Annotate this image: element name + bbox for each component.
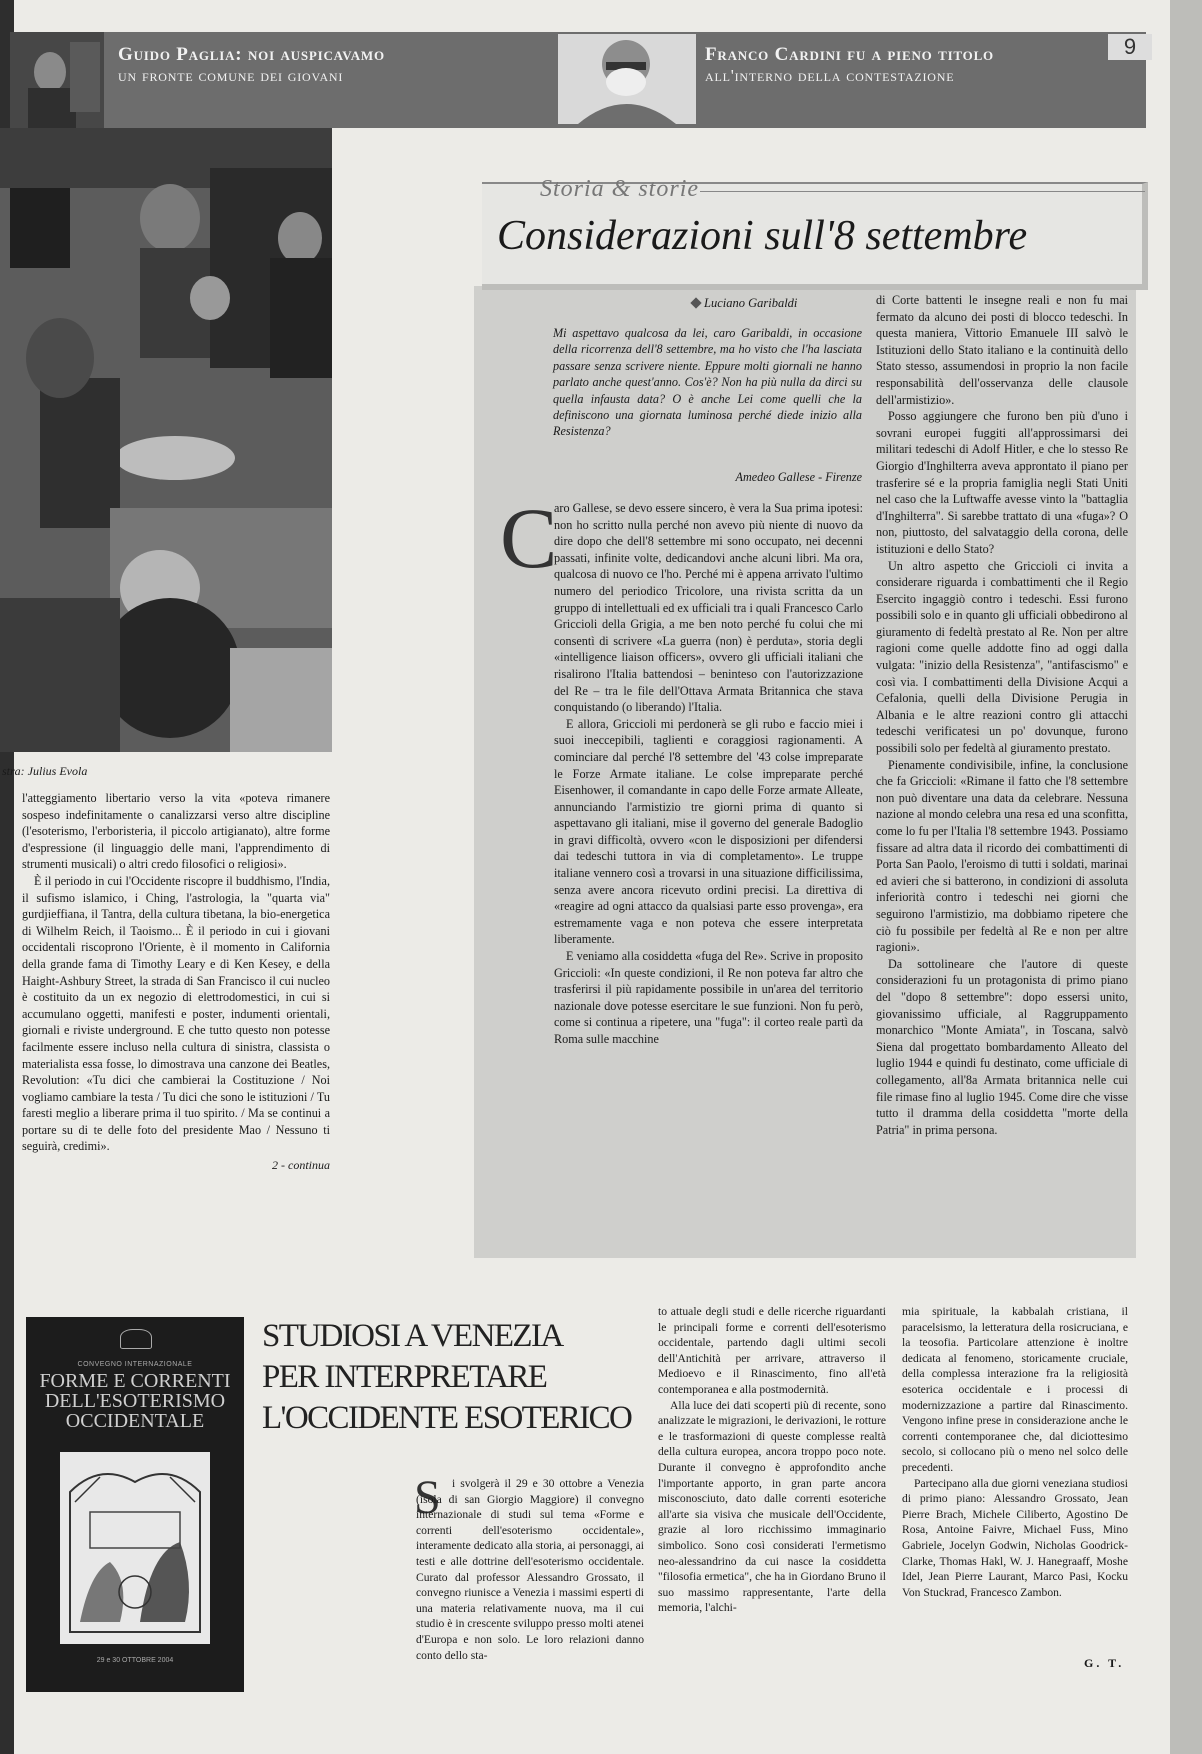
article-paragraph: E veniamo alla cosiddetta «fuga del Re». Scrive in proposito Griccioli: «In queste condizioni, il Re non poteva far altro che trasferirsi il più rapidamente possibile in un'area del territorio nazionale dove potesse esercitare le sue funzioni. Non fu però, come si continua a ripetere, una "fuga": il corteo reale partì da Roma sulle macchine	[554, 949, 863, 1046]
bottom-paragraph: Alla luce dei dati scoperti più di recente, sono analizzate le migrazioni, le derivazioni, le rotture e le trasformazioni di queste complesse realtà della cultura europea, ancora troppo poco note. Durante il convegno è approfondito anche l'importante apporto, in gran parte ancora misconosciuto, dato dalle correnti esoteriche all'arte sia visiva che musicale dell'Occidente, grazie al loro ricchissimo immaginario simbolico. Sono così considerati l'ermetismo neo-alessandrino da cui nasce la cosiddetta "filosofia ermetica", che ha in Giordano Bruno il suo massimo rappresentante, l'arte della memoria, l'alchi-	[658, 1398, 886, 1615]
article-title: Considerazioni sull'8 settembre	[497, 213, 1028, 259]
byline-author: Luciano Garibaldi	[704, 296, 798, 310]
page-header-banner	[10, 32, 1146, 128]
article-paragraph: Pienamente condivisibile, infine, la conclusione che fa Griccioli: «Rimane il fatto che l'8 settembre non può diventare una data da celebrare. Nessuna nazione al mondo celebra una resa ed una sconfitta, come lo fu per l'Italia l'8 settembre 1943. Possiamo fissare ad altra data il ricordo dei combattimenti di Porta San Paolo, l'eroismo di tutti i soldati, marinai ed avieri che si batterono, in condizioni di assoluta inferiorità contro i tedeschi nei giorni che seguirono l'armistizio, ma dobbiamo ripetere che ciò fu possibile per fedeltà al Re e non per altre ragioni».	[876, 757, 1128, 955]
concert-photo	[0, 128, 332, 752]
bottom-title-line: PER INTERPRETARE	[262, 1359, 547, 1395]
rubric-rule	[700, 191, 1145, 192]
poster-title	[26, 1371, 244, 1431]
poster-title-line: DELL'ESOTERISMO	[44, 1390, 226, 1412]
header-portrait-photo	[558, 34, 696, 124]
article-column-1	[554, 500, 863, 1048]
continua-note: 2 - continua	[272, 1158, 330, 1173]
article-paragraph: Posso aggiungere che furono ben più d'uno i sovrani europei fuggiti all'approssimarsi dei militari tedeschi di Adolf Hitler, e che lo stesso Re Giorgio d'Inghilterra aveva approntato il piano per trasferire sé e la propria famiglia negli Stati Uniti nel caso che la Luftwaffe avesse vinto la "battaglia d'Inghilterra". Si sarebbe trattato di una «fuga»? O non, piuttosto, del salvataggio della corona, delle istituzioni e dello Stato?	[876, 409, 1128, 556]
poster-title-line: OCCIDENTALE	[65, 1410, 205, 1432]
bottom-column-3	[902, 1304, 1128, 1600]
article-paragraph: Da sottolineare che l'autore di queste considerazioni fu un protagonista di primo piano del "dopo 8 settembre": dopo essersi unito, giovanissimo ufficiale, al Raggruppamento monarchico "Monte Amiata", in Toscana, salvò Siena dal progettato bombardamento Alleato del luglio 1944 e quindi fu destinato, come ufficiale di collegamento, all'8a Armata britannica nelle cui file rimase fino al luglio 1945. Come dire che visse tutto il dramma della cosiddetta "morte della Patria" in prima persona.	[876, 956, 1128, 1137]
article-paragraph: aro Gallese, se devo essere sincero, è vera la Sua prima ipotesi: non ho scritto nulla perché non avevo più niente di nuovo da dire dopo che dell'8 settembre mi sono occupato, nei decenni passati, infinite volte, dedicandovi anche alcuni libri. Ma ora, qualcosa di nuovo ce l'ho. Perché mi è appena arrivato l'ultimo numero del periodico Tricolore, una rivista scritta da un gruppo di intellettuali ed ex ufficiali tra i quali Francesco Carlo Griccioli della Grigia, a me ben noto perché fu colui che mi consentì di scrivere «La guerra (non) è perduta», storia degli «intelligence liaison officers», ovvero gli ufficiali italiani che risalirono l'Italia battendosi – beninteso con l'autorizzazione del Re – tra le file dell'Ottava Armata Britannica che stava conquistando (o liberando) l'Italia.	[554, 501, 863, 715]
header-left-line-2: un fronte comune dei giovani	[118, 66, 344, 85]
article-drop-cap: C	[500, 490, 558, 586]
article-paragraph: Un altro aspetto che Griccioli ci invita a considerare riguarda i combattimenti che il Regio Esercito ingaggiò contro i tedeschi. Essi furono possibili solo e in quanto gli ufficiali obbedirono al giuramento di fedeltà prestato al Re. Non per altre ragioni come quelle addotte fino ad oggi dalla vulgata: "inizio della Resistenza", "antifascismo" e così via. I combattimenti della Divisione Acqui a Cefalonia, quelli della Divisione Perugia in Albania e le altre reazioni contro gli attacchi tedeschi verificatesi un po' dovunque, furono possibili solo per fedeltà al giuramento prestato.	[876, 558, 1128, 756]
page-edge	[1170, 0, 1202, 1754]
bottom-drop-cap: S	[414, 1471, 441, 1524]
poster-logo-icon	[120, 1329, 152, 1349]
reader-letter: Mi aspettavo qualcosa da lei, caro Garibaldi, in occasione della ricorrenza dell'8 settembre, ma ho visto che l'ha lasciata passare senza scrivere niente. Eppure molti giornali ne hanno parlato anche quest'anno. Cos'è? Non ha più nulla da dirci su quella infausta data? O è anche Lei come quelli che la definiscono una giornata luminosa perché diede inizio alla Resistenza?	[553, 326, 862, 439]
bottom-title-line: L'OCCIDENTE ESOTERICO	[262, 1400, 632, 1436]
article-paragraph: E allora, Griccioli mi perdonerà se gli rubo e faccio miei i suoi ineccepibili, taglienti e coraggiosi ragionamenti. A cominciare dal perché l'8 settembre del '43 colse impreparate le Forze Armate italiane. Le colse impreparate perché Eisenhower, il comandante in capo delle Forze armate Alleate, annunciando l'armistizio tre giorni prima di quanto si aspettavano gli italiani, mise il governo del generale Badoglio in gravi difficoltà, ovvero «con le disposizioni per difendersi dai tedeschi tuttora in via di completamento». Le truppe italiane vennero così a trovarsi in una situazione difficilissima, senza avere ancora ricevuto ordini precisi. La direttiva di «reagire ad ogni attacco da qualsiasi parte esso provenga», era estremamente vaga e non poteva che essere interpretata liberamente.	[554, 716, 863, 947]
article-rubric: Storia & storie	[540, 176, 700, 202]
poster-title-line: FORME E CORRENTI	[39, 1370, 231, 1392]
byline-bullet-icon	[690, 297, 701, 308]
bottom-article-signature: G. T.	[1084, 1656, 1125, 1670]
bottom-paragraph: mia spirituale, la kabbalah cristiana, il paracelsismo, la letteratura della rosicruciana, e la teosofia. Particolare attenzione è inoltre dedicata al fenomeno, storicamente cruciale, della complessa interazione fra la religiosità esoterica occidentale e i processi di modernizzazione a partire dal Rinascimento. Vengono infine prese in considerazione anche le correnti contemporanee che, dal diciottesimo secolo, si collocano più o meno nel solco delle precedenti.	[902, 1305, 1128, 1474]
reader-letter-signature: Amedeo Gallese - Firenze	[735, 470, 862, 484]
poster-date: 29 e 30 OTTOBRE 2004	[96, 1657, 174, 1664]
article-paragraph: di Corte battenti le insegne reali e non fu mai fermato da alcuno dei posti di blocco tedeschi. In questa maniera, Vittorio Emanuele III salvò le Istituzioni dello Stato italiano e la continuità dello Stato stesso, assumendosi in proprio la non facile responsabilità dell'osservanza delle clausole dell'armistizio».	[876, 293, 1128, 407]
conference-poster	[26, 1317, 244, 1692]
article-byline	[692, 296, 797, 311]
bottom-paragraph: to attuale degli studi e delle ricerche riguardanti le principali forme e correnti dell'esoterismo occidentale, partendo dagli ultimi secoli dell'Antichità per arrivare, attraverso il Medioevo e il Rinascimento, fino all'età contemporanea e alla postmodernità.	[658, 1305, 886, 1396]
left-paragraph: È il periodo in cui l'Occidente riscopre il buddhismo, l'India, il sufismo islamico, i Ching, l'astrologia, la "quarta via" gurdjieffiana, il Tantra, della cultura tibetana, la bio-energetica di Wilhelm Reich, il Taoismo... È il periodo in cui i giovani occidentali riscoprono l'Oriente, è il momento in California della grande fama di Timothy Leary e di Ken Kesey, e della Haight-Ashbury Street, la strada di San Francisco il cui nucleo è costituito da un ex negozio di elettrodomestici, in cui si accumulano oggetti, manifesti e poster, indumenti orientali, giornali e riviste underground. E che tutto questo non potesse facilmente essere incluso nella cultura di sinistra, classista o materialista essa fosse, lo dimostrava una canzone dei Beatles, Revolution: «Tu dici che cambierai la Costituzione / Noi vogliamo cambiare la testa / Tu dici che sono le istituzioni / Tu faresti meglio a liberare prima il tuo spirito. / Ma se continui a portare su di te delle foto del presidente Mao / Nessuno ti seguirà, credimi».	[22, 873, 330, 1154]
left-column-text	[22, 790, 330, 1174]
header-right-line-1: Franco Cardini fu a pieno titolo	[705, 44, 994, 65]
bottom-column-1	[414, 1471, 644, 1663]
header-left-headline	[118, 44, 478, 86]
page-number: 9	[1108, 34, 1152, 60]
bottom-article-title	[262, 1316, 632, 1439]
left-paragraph: l'atteggiamento libertario verso la vita «poteva rimanere sospeso indefinitamente o canalizzarsi verso altre discipline (l'esoterismo, l'erboristeria, il piccolo artigianato), altre forme d'espressione (il linguaggio delle mani, l'apprendimento di strumenti musicali) o altri credo filosofici o religiosi».	[22, 791, 330, 872]
photo-caption: stra: Julius Evola	[2, 764, 88, 778]
header-left-line-1: Guido Paglia: noi auspicavamo	[118, 44, 385, 65]
bottom-title-line: STUDIOSI A VENEZIA	[262, 1318, 563, 1354]
poster-small-text: CONVEGNO INTERNAZIONALE	[77, 1361, 193, 1368]
poster-illustration	[60, 1452, 210, 1644]
article-column-2	[876, 292, 1128, 1138]
header-right-line-2: all'interno della contestazione	[705, 66, 955, 85]
bottom-paragraph: Partecipano alla due giorni veneziana studiosi di primo piano: Alessandro Grossato, Jean Pierre Brach, Michele Ciliberto, Agostino De Rosa, Antoine Faivre, Michael Fuss, Mino Gabriele, Jocelyn Godwin, Nicholas Goodrick-Clarke, Thomas Hakl, W. J. Hanegraaff, Moshe Idel, Jean Pierre Laurant, Marco Pasi, Kocku Von Stuckrad, Francesco Zambon.	[902, 1476, 1128, 1599]
bottom-paragraph: i svolgerà il 29 e 30 ottobre a Venezia (isola di san Giorgio Maggiore) il convegno internazionale di studi sul tema «Forme e correnti dell'esoterismo occidentale», interamente dedicato alla storia, ai personaggi, ai testi e alle dottrine dell'esoterismo occidentale. Curato dal professor Alessandro Grossato, il convegno riunisce a Venezia i massimi esperti di una materia relativamente nuova, ma il cui studio è in crescente sviluppo presso molti atenei d'Europa e non solo. Le loro relazioni danno conto dello sta-	[416, 1477, 644, 1662]
bottom-column-2	[658, 1304, 886, 1616]
header-right-headline	[705, 44, 1075, 86]
header-thumbnail-photo	[10, 32, 104, 128]
